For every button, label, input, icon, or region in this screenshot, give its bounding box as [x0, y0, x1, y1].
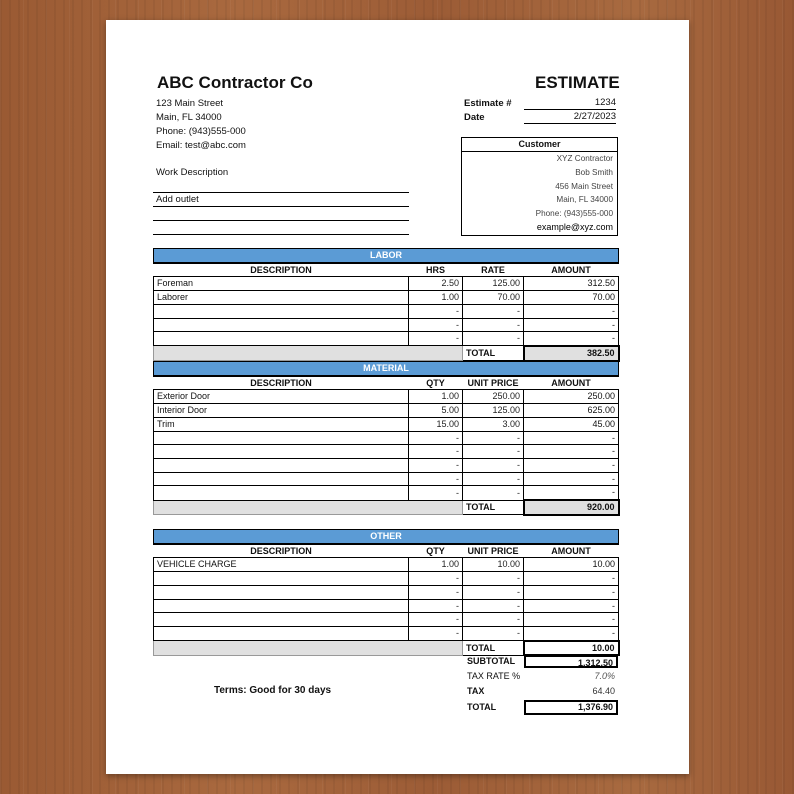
labor-table [153, 248, 620, 362]
cell-amount: - [524, 486, 619, 500]
cell-quantity: 1.00 [409, 390, 463, 404]
customer-company: XYZ Contractor [556, 154, 613, 163]
cell-description [154, 445, 409, 459]
company-phone: Phone: (943)555-000 [156, 126, 246, 137]
cell-rate: - [463, 585, 524, 599]
cell-quantity: - [409, 332, 463, 346]
table-row [154, 472, 619, 486]
cell-amount: 10.00 [524, 558, 619, 572]
cell-description [154, 458, 409, 472]
cell-quantity: 5.00 [409, 404, 463, 418]
customer-street: 456 Main Street [555, 181, 613, 191]
other-total-label: TOTAL [463, 641, 524, 656]
company-street: 123 Main Street [156, 98, 224, 109]
cell-description [154, 332, 409, 346]
work-description-line [153, 221, 409, 235]
tax-value: 64.40 [592, 686, 615, 696]
material-table [153, 361, 620, 516]
cell-amount: - [524, 445, 619, 459]
labor-section-title: LABOR [154, 249, 619, 263]
cell-rate: - [463, 332, 524, 346]
column-header: RATE [463, 263, 524, 277]
cell-amount: 70.00 [524, 291, 619, 305]
cell-amount: - [524, 585, 619, 599]
cell-amount: - [524, 599, 619, 613]
table-row [154, 458, 619, 472]
cell-description: VEHICLE CHARGE [154, 558, 409, 572]
company-name: ABC Contractor Co [157, 73, 313, 92]
cell-rate: - [463, 599, 524, 613]
table-row [154, 417, 619, 431]
cell-rate: - [463, 626, 524, 640]
company-city: Main, FL 34000 [156, 112, 222, 123]
material-section-title: MATERIAL [154, 362, 619, 376]
cell-description: Laborer [154, 291, 409, 305]
cell-description [154, 613, 409, 627]
work-description-label: Work Description [156, 167, 229, 178]
cell-description [154, 304, 409, 318]
cell-amount: - [524, 572, 619, 586]
estimate-number-label: Estimate # [464, 98, 512, 109]
cell-description [154, 599, 409, 613]
table-row [154, 431, 619, 445]
cell-quantity: 1.00 [409, 558, 463, 572]
cell-rate: 70.00 [463, 291, 524, 305]
cell-description: Foreman [154, 277, 409, 291]
cell-quantity: - [409, 626, 463, 640]
cell-description [154, 585, 409, 599]
cell-amount: - [524, 304, 619, 318]
total-spacer [154, 641, 463, 656]
table-row [154, 445, 619, 459]
table-row [154, 599, 619, 613]
material-total-value: 920.00 [524, 500, 619, 515]
cell-rate: - [463, 458, 524, 472]
cell-quantity: 2.50 [409, 277, 463, 291]
subtotal-value: 1,312.50 [524, 655, 618, 668]
labor-total-value: 382.50 [524, 346, 619, 361]
grand-total-value: 1,376.90 [524, 700, 618, 715]
grand-total-label: TOTAL [467, 702, 497, 712]
work-description-line [153, 179, 409, 193]
customer-city: Main, FL 34000 [556, 195, 613, 205]
column-header: QTY [409, 544, 463, 558]
table-row [154, 558, 619, 572]
tax-label: TAX [467, 686, 485, 696]
table-row [154, 390, 619, 404]
cell-quantity: - [409, 318, 463, 332]
table-row [154, 572, 619, 586]
material-total-label: TOTAL [463, 500, 524, 515]
date-value: 2/27/2023 [524, 111, 616, 124]
cell-quantity: 1.00 [409, 291, 463, 305]
column-header: AMOUNT [524, 376, 619, 390]
column-header: UNIT PRICE [463, 376, 524, 390]
customer-header: Customer [462, 138, 617, 152]
cell-rate: 125.00 [463, 277, 524, 291]
cell-amount: - [524, 472, 619, 486]
cell-rate: - [463, 431, 524, 445]
tax-rate-label: TAX RATE % [467, 671, 521, 681]
subtotal-label: SUBTOTAL [467, 656, 516, 666]
table-row [154, 318, 619, 332]
cell-rate: - [463, 472, 524, 486]
cell-amount: 45.00 [524, 417, 619, 431]
cell-rate: 10.00 [463, 558, 524, 572]
cell-rate: - [463, 445, 524, 459]
other-total-value: 10.00 [524, 641, 619, 656]
cell-rate: 3.00 [463, 417, 524, 431]
cell-amount: 312.50 [524, 277, 619, 291]
cell-rate: - [463, 486, 524, 500]
table-row [154, 404, 619, 418]
estimate-sheet [106, 20, 689, 774]
column-header: HRS [409, 263, 463, 277]
work-description-line [153, 207, 409, 221]
table-row [154, 585, 619, 599]
terms-text: Terms: Good for 30 days [214, 685, 332, 696]
table-row [154, 626, 619, 640]
tax-rate-value: 7.0% [594, 671, 615, 681]
customer-email: example@xyz.com [536, 221, 613, 232]
cell-description: Trim [154, 417, 409, 431]
cell-rate: 125.00 [463, 404, 524, 418]
cell-description: Exterior Door [154, 390, 409, 404]
table-row [154, 277, 619, 291]
cell-quantity: 15.00 [409, 417, 463, 431]
other-section-title: OTHER [154, 530, 619, 544]
cell-quantity: - [409, 431, 463, 445]
labor-total-label: TOTAL [463, 346, 524, 361]
company-email: Email: test@abc.com [156, 140, 246, 151]
cell-amount: - [524, 431, 619, 445]
cell-quantity: - [409, 599, 463, 613]
customer-phone: Phone: (943)555-000 [535, 209, 613, 219]
cell-quantity: - [409, 458, 463, 472]
cell-quantity: - [409, 304, 463, 318]
column-header: QTY [409, 376, 463, 390]
cell-description [154, 572, 409, 586]
work-description-line: Add outlet [153, 193, 409, 207]
cell-amount: 250.00 [524, 390, 619, 404]
cell-rate: - [463, 572, 524, 586]
cell-quantity: - [409, 572, 463, 586]
cell-rate: - [463, 304, 524, 318]
cell-description [154, 626, 409, 640]
customer-box [461, 137, 618, 236]
table-row [154, 486, 619, 500]
table-row [154, 304, 619, 318]
table-row [154, 291, 619, 305]
cell-rate: - [463, 318, 524, 332]
column-header: AMOUNT [524, 544, 619, 558]
cell-quantity: - [409, 486, 463, 500]
column-header: UNIT PRICE [463, 544, 524, 558]
date-label: Date [464, 112, 485, 123]
cell-quantity: - [409, 585, 463, 599]
cell-amount: 625.00 [524, 404, 619, 418]
cell-quantity: - [409, 472, 463, 486]
table-row [154, 613, 619, 627]
total-spacer [154, 346, 463, 361]
cell-description [154, 486, 409, 500]
other-table [153, 529, 620, 656]
cell-amount: - [524, 458, 619, 472]
customer-contact: Bob Smith [575, 167, 613, 177]
cell-amount: - [524, 318, 619, 332]
cell-description [154, 472, 409, 486]
column-header: AMOUNT [524, 263, 619, 277]
document-title: ESTIMATE [535, 73, 620, 92]
cell-quantity: - [409, 613, 463, 627]
cell-description [154, 431, 409, 445]
column-header: DESCRIPTION [154, 544, 409, 558]
cell-quantity: - [409, 445, 463, 459]
column-header: DESCRIPTION [154, 263, 409, 277]
cell-amount: - [524, 626, 619, 640]
cell-description: Interior Door [154, 404, 409, 418]
estimate-number-value: 1234 [524, 97, 616, 110]
cell-rate: - [463, 613, 524, 627]
column-header: DESCRIPTION [154, 376, 409, 390]
cell-description [154, 318, 409, 332]
cell-rate: 250.00 [463, 390, 524, 404]
total-spacer [154, 500, 463, 515]
table-row [154, 332, 619, 346]
cell-amount: - [524, 332, 619, 346]
cell-amount: - [524, 613, 619, 627]
